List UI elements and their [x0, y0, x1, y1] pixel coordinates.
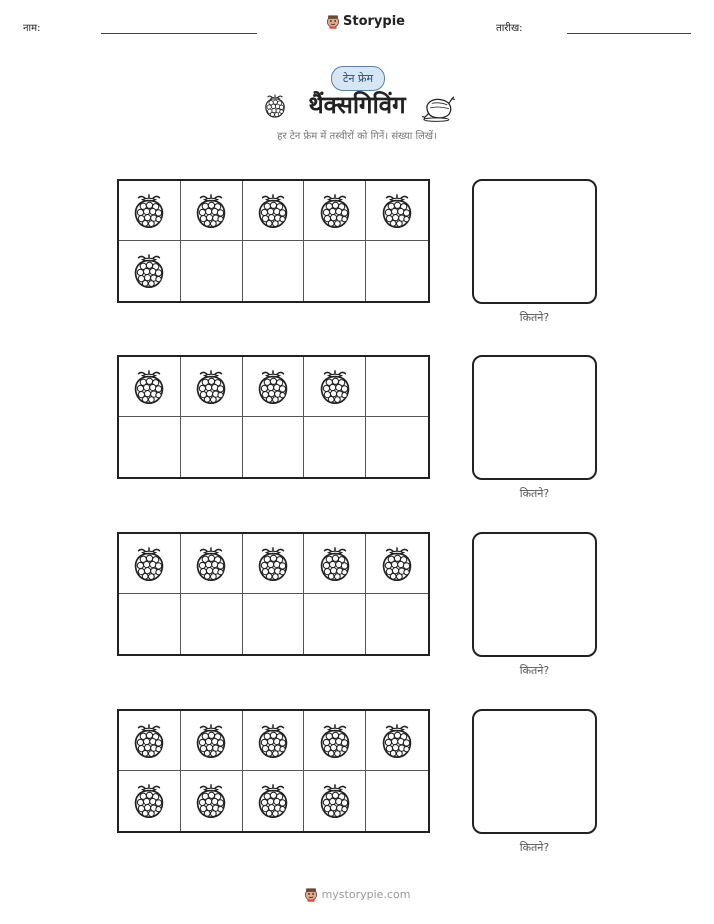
ten-frame-cell	[304, 534, 366, 594]
berry-icon	[130, 191, 168, 231]
answer-box[interactable]	[472, 179, 597, 304]
ten-frame-cell	[119, 711, 181, 771]
ten-frame-cell	[366, 357, 428, 417]
ten-frame-cell	[243, 711, 305, 771]
page-title: थैंक्सगिविंग	[308, 91, 406, 119]
answer-box[interactable]	[472, 355, 597, 480]
answer-label: कितने?	[519, 311, 550, 324]
ten-frame-cell	[181, 357, 243, 417]
ten-frame-cell	[181, 771, 243, 831]
ten-frame-cell	[304, 711, 366, 771]
ten-frame	[117, 532, 430, 656]
ten-frame-cell	[366, 241, 428, 301]
ten-frame-cell	[304, 594, 366, 654]
ten-frame-cell	[119, 357, 181, 417]
ten-frame-cell	[181, 181, 243, 241]
ten-frame-cell	[243, 181, 305, 241]
berry-icon	[254, 191, 292, 231]
berry-icon	[254, 781, 292, 821]
answer-box[interactable]	[472, 709, 597, 834]
ten-frame-cell	[304, 771, 366, 831]
ten-frame-cell	[304, 241, 366, 301]
berry-icon	[130, 367, 168, 407]
ten-frame-cell	[119, 534, 181, 594]
ten-frame-cell	[243, 357, 305, 417]
berry-icon	[130, 544, 168, 584]
answer-label: कितने?	[519, 487, 550, 500]
brand-name: Storypie	[343, 13, 405, 29]
ten-frame-cell	[119, 181, 181, 241]
berry-icon	[316, 191, 354, 231]
berry-icon	[316, 721, 354, 761]
ten-frame-cell	[181, 594, 243, 654]
answer-box[interactable]	[472, 532, 597, 657]
ten-frame-cell	[366, 181, 428, 241]
berry-icon	[130, 251, 168, 291]
berry-icon	[378, 191, 416, 231]
footer	[0, 886, 714, 902]
ten-frame-cell	[304, 357, 366, 417]
berry-icon	[192, 191, 230, 231]
ten-frame-cell	[304, 417, 366, 477]
answer-label: कितने?	[519, 664, 550, 677]
ten-frame-cell	[366, 534, 428, 594]
instruction-text: हर टेन फ्रेम में तस्वीरों को गिनें। संख्या लिखें।	[277, 131, 437, 142]
ten-frame-cell	[366, 771, 428, 831]
ten-frame-cell	[181, 534, 243, 594]
ten-frame-cell	[366, 711, 428, 771]
berry-icon	[130, 781, 168, 821]
ten-frame-cell	[243, 534, 305, 594]
berry-icon	[316, 544, 354, 584]
ten-frame-cell	[243, 594, 305, 654]
ten-frame-cell	[181, 417, 243, 477]
berry-icon	[192, 544, 230, 584]
mascot-icon	[326, 13, 340, 29]
footer-url[interactable]: mystorypie.com	[321, 887, 411, 901]
ten-frame-cell	[181, 241, 243, 301]
ten-frame	[117, 709, 430, 833]
berry-icon	[192, 781, 230, 821]
answer-label: कितने?	[519, 841, 550, 854]
berry-icon	[378, 721, 416, 761]
name-label: नाम:	[23, 23, 41, 34]
mascot-icon	[304, 886, 318, 902]
date-label: तारीख:	[496, 23, 523, 34]
name-line[interactable]	[101, 33, 257, 34]
berry-icon	[192, 367, 230, 407]
turkey-icon	[420, 94, 456, 122]
berry-icon	[316, 367, 354, 407]
berry-icon	[254, 544, 292, 584]
berry-icon	[262, 92, 288, 120]
ten-frame-cell	[119, 594, 181, 654]
berry-icon	[130, 721, 168, 761]
ten-frame-cell	[181, 711, 243, 771]
berry-icon	[316, 781, 354, 821]
ten-frame	[117, 179, 430, 303]
ten-frame-cell	[243, 241, 305, 301]
ten-frame-cell	[119, 771, 181, 831]
berry-icon	[254, 367, 292, 407]
date-line[interactable]	[567, 33, 691, 34]
ten-frame-cell	[119, 417, 181, 477]
ten-frame-cell	[304, 181, 366, 241]
brand-logo	[326, 13, 405, 29]
ten-frame-cell	[366, 417, 428, 477]
ten-frame-cell	[366, 594, 428, 654]
ten-frame-cell	[119, 241, 181, 301]
ten-frame-cell	[243, 417, 305, 477]
berry-icon	[378, 544, 416, 584]
ten-frame	[117, 355, 430, 479]
berry-icon	[192, 721, 230, 761]
ten-frame-tag: टेन फ्रेम	[331, 66, 385, 91]
berry-icon	[254, 721, 292, 761]
ten-frame-cell	[243, 771, 305, 831]
